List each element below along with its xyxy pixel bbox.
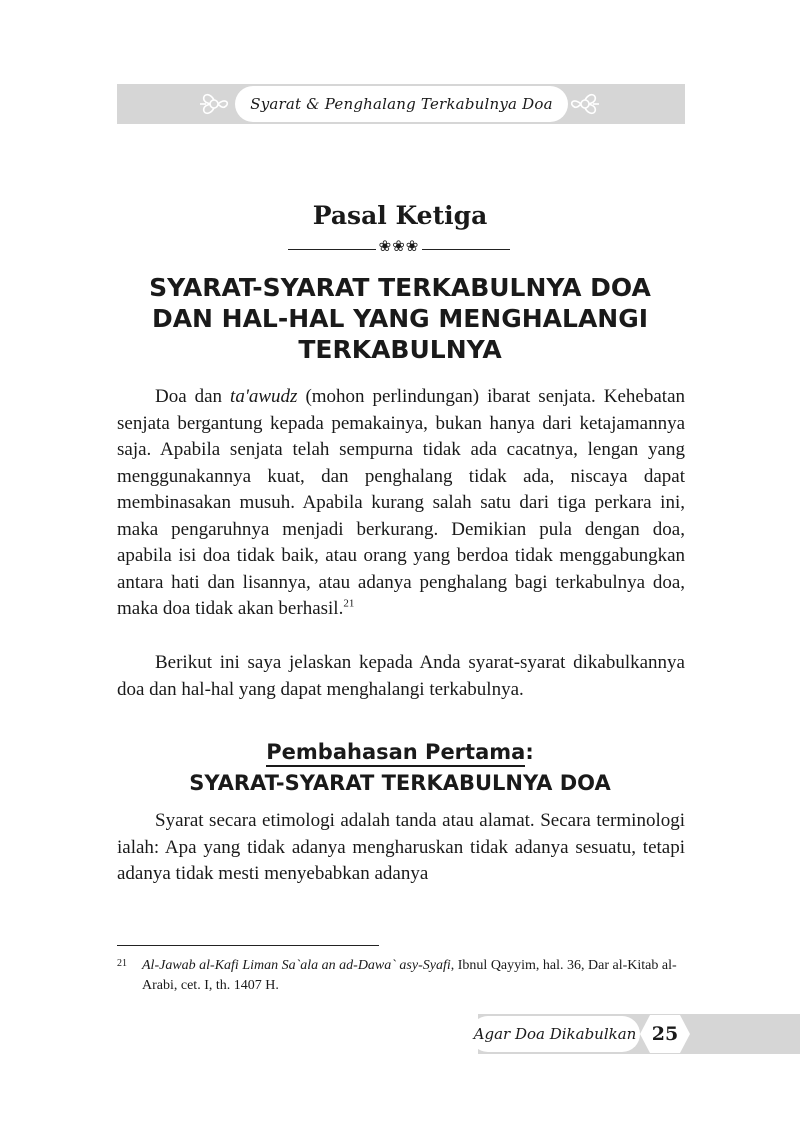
footnote	[117, 956, 685, 996]
footnote-rule	[117, 945, 379, 946]
chapter-title-line: SYARAT-SYARAT TERKABULNYA DOA	[149, 273, 651, 302]
ornamental-divider	[288, 236, 510, 256]
footnote-source-title: Al-Jawab al-Kafi Liman Sa`ala an ad-Dawa` asy-Syafi	[142, 958, 451, 973]
floral-ornament-icon	[196, 88, 232, 120]
section-title: SYARAT-SYARAT TERKABULNYA DOA	[189, 771, 611, 795]
paragraph-text: Doa dan	[155, 386, 231, 407]
section-label	[0, 740, 800, 764]
paragraph-text: (mohon perlindungan) ibarat senjata. Kehebatan senjata bergantung kepada pemakainya, bukan hanya dari ketajamannya saja. Apabila senjata telah sempurna tidak ada cacatnya, lengan yang menggunakannya kuat, dan penghalang tidak ada, niscaya dapat membinasakan musuh. Apabila kurang salah satu dari tiga perkara ini, maka pengaruhnya menjadi berkurang. Demikian pula dengan doa, apabila isi doa tidak baik, atau orang yang berdoa tidak menggabungkan antara hati dan lisannya, atau adanya penghalang bagi terkabulnya doa, maka doa tidak akan berhasil.	[117, 386, 686, 619]
body-paragraph	[117, 384, 685, 623]
chapter-label: Pasal Ketiga	[312, 201, 488, 230]
footnote-number: 21	[117, 958, 127, 969]
section-label-colon: :	[525, 740, 534, 764]
divider-rule	[288, 249, 376, 250]
italic-term: ta'awudz	[230, 386, 298, 407]
footnote-text	[117, 956, 685, 996]
running-footer-title: Agar Doa Dikabulkan	[470, 1016, 640, 1052]
chapter-title	[100, 272, 700, 365]
body-paragraph: Syarat secara etimologi adalah tanda atau alamat. Secara terminologi ialah: Apa yang tidak adanya mengharuskan tidak adanya sesuatu, tetapi adanya tidak mesti menyebabkan adanya	[117, 810, 685, 884]
divider-rule	[422, 249, 510, 250]
footnote-details: , Ibnul Qayyim, hal. 36, Dar al-Kitab al-Arabi, cet. I, th. 1407 H.	[142, 958, 677, 993]
body-paragraph: Berikut ini saya jelaskan kepada Anda syarat-syarat dikabulkannya doa dan hal-hal yang dapat menghalangi terkabulnya.	[117, 652, 685, 700]
footnote-reference[interactable]: 21	[343, 597, 355, 610]
page-number: 25	[651, 1023, 679, 1045]
chapter-title-line: TERKABULNYA	[298, 335, 502, 364]
chapter-title-line: DAN HAL-HAL YANG MENGHALANGI	[151, 304, 649, 333]
running-header-title: Syarat & Penghalang Terkabulnya Doa	[235, 86, 568, 122]
floral-ornament-icon	[567, 88, 603, 120]
section-label-text: Pembahasan Pertama	[266, 740, 525, 767]
flower-divider-icon: ❀❀❀	[378, 238, 420, 255]
